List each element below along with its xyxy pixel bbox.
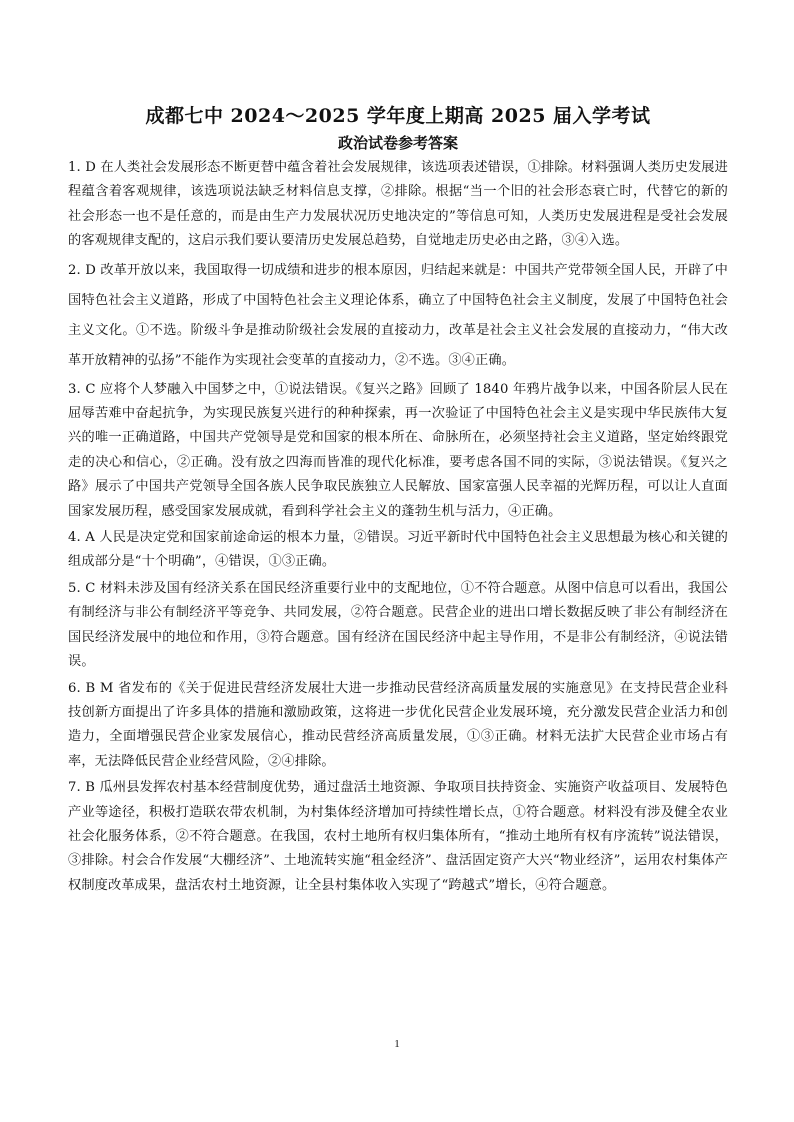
page-title: 成都七中 2024～2025 学年度上期高 2025 届入学考试 [145, 105, 651, 127]
answer-item-7: 7. B 瓜州县发挥农村基本经营制度优势，通过盘活土地资源、争取项目扶持资金、实施资产收益项目、发展特色产业等途径，积极打造联农带农机制，为村集体经济增加可持续性增长点，①符合题意。材料没有涉及健全农业社会化服务体系，②不符合题意。在我国，农村土地所有权归集体所有，“推动土地所有权有序流转”说法错误，③排除。村会合作发展“大棚经济”、土地流转实施“租金经济”、盘活固定资产大兴“物业经济”，运用农村集体产权制度改革成果，盘活农村土地资源，让全县村集体收入实现了“跨越式”增长，④符合题意。 [68, 780, 728, 893]
answer-item-4: 4. A 人民是决定党和国家前途命运的根本力量，②错误。习近平新时代中国特色社会主义思想最为核心和关键的组成部分是“十个明确”，④错误，①③正确。 [68, 530, 728, 570]
answer-item-2: 2. D 改革开放以来，我国取得一切成绩和进步的根本原因，归结起来就是：中国共产党带领全国人民，开辟了中国特色社会主义道路，形成了中国特色社会主义理论体系，确立了中国特色社会主义制度，发展了中国特色社会主义文化。①不选。阶级斗争是推动阶级社会发展的直接动力，改革是社会主义社会发展的直接动力，“伟大改革开放精神的弘扬”不能作为实现社会变革的直接动力，②不选。③④正确。 [68, 262, 728, 368]
answer-item-6: 6. B M 省发布的《关于促进民营经济发展壮大进一步推动民营经济高质量发展的实施意见》在支持民营企业科技创新方面提出了许多具体的措施和激励政策，这将进一步优化民营企业发展环境，充分激发民营企业活力和创造力，全面增强民营企业家发展信心，推动民营经济高质量发展，①③正确。材料无法扩大民营企业市场占有率，无法降低民营企业经营风险，②④排除。 [68, 680, 728, 769]
answer-item-1: 1. D 在人类社会发展形态不断更替中蕴含着社会发展规律，该选项表述错误，①排除。材料强调人类历史发展进程蕴含着客观规律，该选项说法缺乏材料信息支撑，②排除。根据“当一个旧的社会形态衰亡时，代替它的新的社会形态一也不是任意的，而是由生产力发展状况历史地决定的”等信息可知，人类历史发展进程是受社会发展的客观规律支配的，这启示我们要认要清历史发展总趋势，自觉地走历史必由之路，③④入选。 [68, 160, 728, 249]
answer-sheet [68, 102, 728, 900]
answer-item-5: 5. C 材料未涉及国有经济关系在国民经济重要行业中的支配地位，①不符合题意。从图中信息可以看出，我国公有制经济与非公有制经济平等竞争、共同发展，②符合题意。民营企业的进出口增长数据反映了非公有制经济在国民经济发展中的地位和作用，③符合题意。国有经济在国民经济中起主导作用，不是非公有制经济，④说法错误。 [68, 580, 728, 670]
page-number: 1 [394, 1038, 400, 1050]
answer-item-3: 3. C 应将个人梦融入中国梦之中，①说法错误。《复兴之路》回顾了 1840 年鸦片战争以来，中国各阶层人民在屈辱苦难中奋起抗争，为实现民族复兴进行的种种探索，再一次验证了中国特色社会主义是实现中华民族伟大复兴的唯一正确道路，中国共产党领导是党和国家的根本所在、命脉所在，必须坚持社会主义道路，坚定始终跟党走的决心和信心，②正确。没有放之四海而皆准的现代化标准，要考虑各国不同的实际，③说法错误。《复兴之路》展示了中国共产党领导全国各族人民争取民族独立人民解放、国家富强人民幸福的光辉历程，可以让人直面国家发展历程，感受国家发展成就，看到科学社会主义的蓬勃生机与活力，④正确。 [68, 381, 728, 519]
page-subtitle: 政治试卷参考答案 [337, 134, 458, 152]
